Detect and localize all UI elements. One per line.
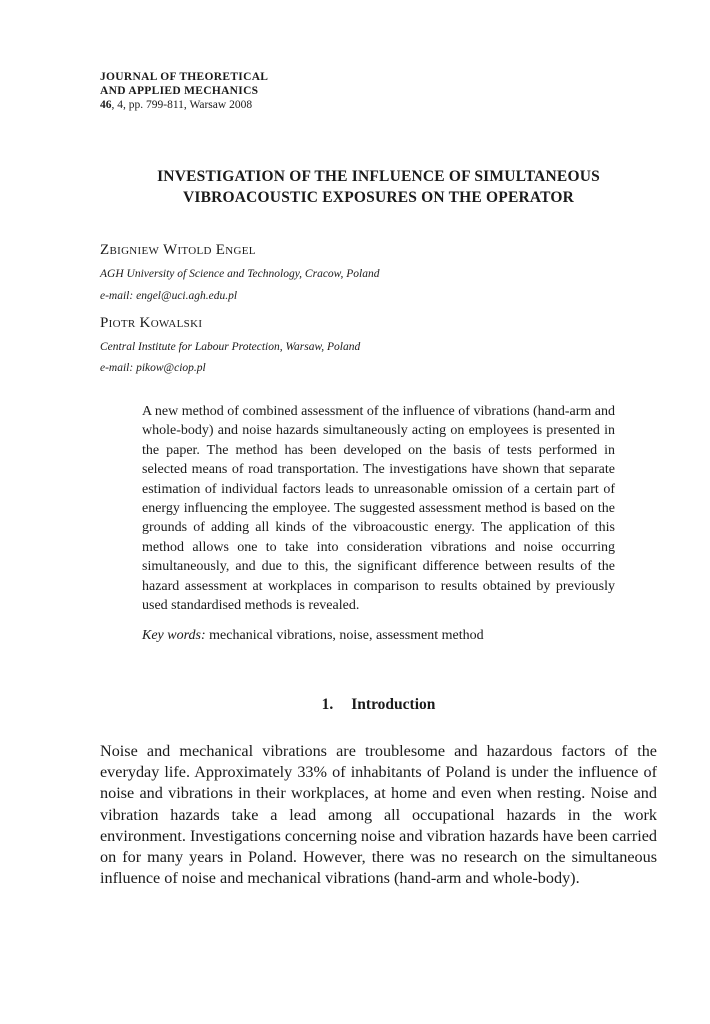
author-name: Zbigniew Witold Engel <box>100 242 256 258</box>
paper-title-line1: INVESTIGATION OF THE INFLUENCE OF SIMULTANEOUS <box>157 168 600 185</box>
author-affiliation: Central Institute for Labour Protection, Warsaw, Poland <box>100 341 361 353</box>
section-title: Introduction <box>351 696 436 713</box>
section-number: 1. <box>321 696 334 713</box>
author-email: e-mail: engel@uci.agh.edu.pl <box>100 290 238 302</box>
keywords <box>142 628 615 644</box>
author-affiliation: AGH University of Science and Technology, Cracow, Poland <box>100 268 380 280</box>
section-heading <box>100 696 657 714</box>
keywords-text: mechanical vibrations, noise, assessment method <box>205 628 484 643</box>
journal-issue <box>100 98 500 112</box>
author-name: Piotr Kowalski <box>100 315 203 331</box>
abstract: A new method of combined assessment of the influence of vibrations (hand-arm and whole-body) and noise hazards simultaneously acting on employees is presented in the paper. The method has been developed on the basis of tests performed in selected means of road transportation. The investigations have shown that separate estimation of individual factors leads to unreasonable omission of a certain part of energy influencing the employee. The suggested assessment method is based on the grounds of adding all kinds of the vibroacoustic energy. The application of this method allows one to take into consideration vibrations and noise occurring simultaneously, and due to this, the significant difference between results of the hazard assessment at workplaces in comparison to results obtained by previously used standardised methods is revealed. <box>142 404 615 614</box>
journal-name-line1: JOURNAL OF THEORETICAL <box>100 71 269 83</box>
journal-header <box>100 70 500 112</box>
introduction-paragraph: Noise and mechanical vibrations are troublesome and hazardous factors of the everyday life. Approximately 33% of inhabitants of Poland is under the influence of noise and vibrations in their workplaces, at home and even when resting. Noise and vibration hazards take a lead among all occupational hazards in the work environment. Investigations concerning noise and vibration hazards have been carried on for many years in Poland. However, there was no research on the simultaneous influence of noise and mechanical vibrations (hand-arm and whole-body). <box>100 742 657 888</box>
journal-issue-info: , 4, pp. 799-811, Warsaw 2008 <box>111 99 253 111</box>
paper-title <box>100 166 657 208</box>
keywords-label: Key words: <box>142 628 206 643</box>
author-email: e-mail: pikow@ciop.pl <box>100 362 206 374</box>
journal-name-line2: AND APPLIED MECHANICS <box>100 85 259 97</box>
paper-title-line2: VIBROACOUSTIC EXPOSURES ON THE OPERATOR <box>182 189 575 206</box>
journal-volume: 46 <box>100 99 112 111</box>
